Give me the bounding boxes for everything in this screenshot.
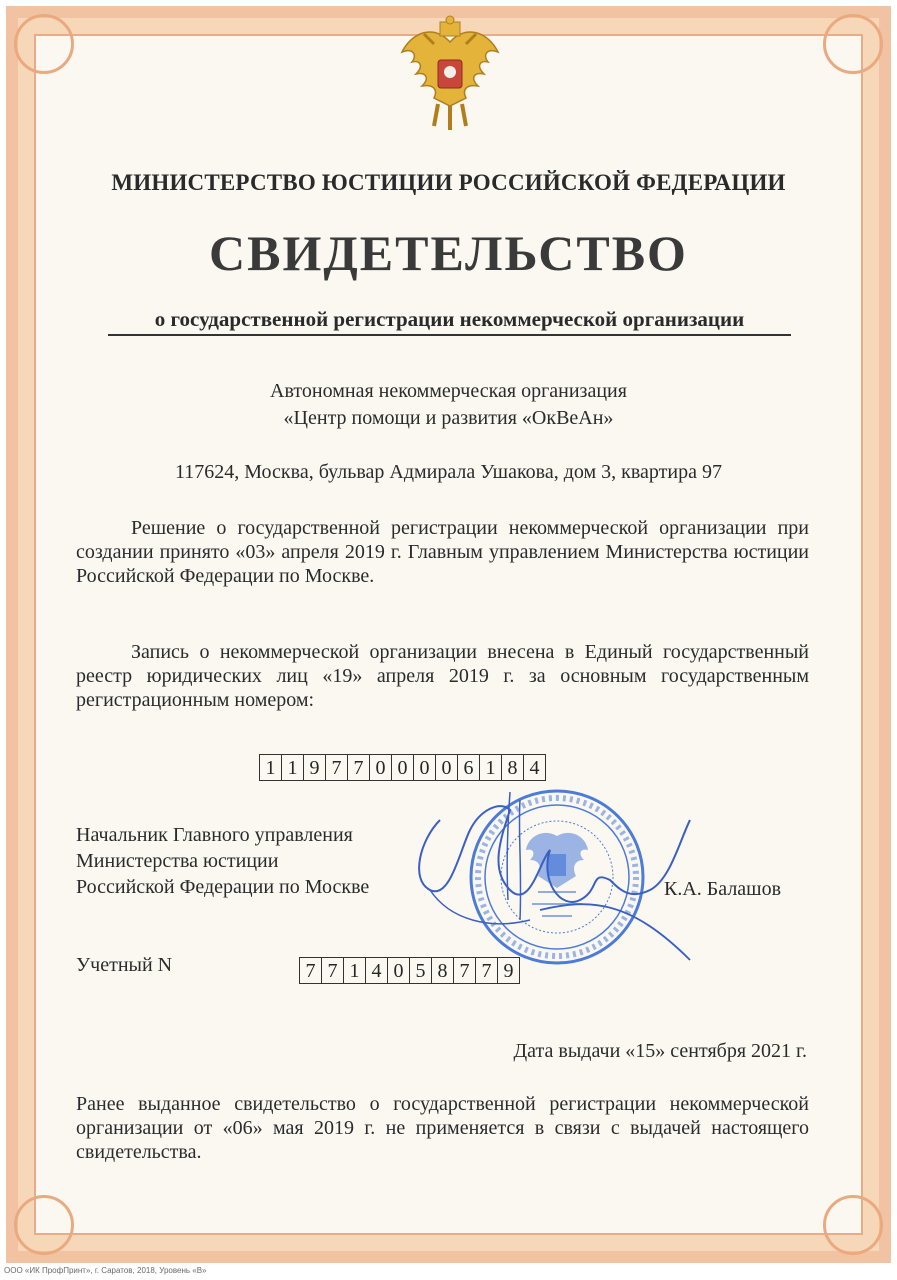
registration-decision-paragraph: Решение о государственной регистрации некоммерческой организации при создании принято «03» апреля 2019 г. Главным управлением Министерства юстиции Российской Федерации по Москве.	[76, 517, 809, 587]
ogrn-digit: 1	[259, 754, 282, 781]
account-digit: 7	[321, 957, 344, 984]
ministry-heading: МИНИСТЕРСТВО ЮСТИЦИИ РОССИЙСКОЙ ФЕДЕРАЦИИ	[111, 170, 786, 195]
register-entry-paragraph: Запись о некоммерческой организации внесена в Единый государственный реестр юридических лиц «19» апреля 2019 г. за основным государственным регистрационным номером:	[76, 641, 809, 711]
corner-ornament-icon	[823, 1195, 883, 1255]
organization-address: 117624, Москва, бульвар Адмирала Ушакова, дом 3, квартира 97	[175, 461, 722, 483]
account-digit: 1	[343, 957, 366, 984]
account-digit: 7	[453, 957, 476, 984]
account-number-boxes	[300, 957, 520, 984]
russian-coat-of-arms-icon	[394, 14, 506, 132]
account-digit: 9	[497, 957, 520, 984]
ogrn-digit: 7	[325, 754, 348, 781]
signatory-line-1: Начальник Главного управления	[76, 824, 353, 846]
signatory-name: К.А. Балашов	[664, 878, 782, 900]
signatory-line-3: Российской Федерации по Москве	[76, 876, 370, 898]
ogrn-digit: 9	[303, 754, 326, 781]
account-digit: 4	[365, 957, 388, 984]
account-digit: 8	[431, 957, 454, 984]
ogrn-digit: 1	[479, 754, 502, 781]
ogrn-digit: 4	[523, 754, 546, 781]
corner-ornament-icon	[14, 14, 74, 74]
signatory-title	[76, 822, 369, 900]
ogrn-digit: 0	[435, 754, 458, 781]
corner-ornament-icon	[14, 1195, 74, 1255]
organization-name: «Центр помощи и развития «ОкВеАн»	[283, 407, 614, 429]
printer-footer: ООО «ИК ПрофПринт», г. Саратов, 2018, Уровень «В»	[4, 1266, 207, 1275]
issue-date: Дата выдачи «15» сентября 2021 г.	[513, 1040, 807, 1062]
ogrn-number-boxes	[260, 754, 546, 781]
account-digit: 7	[299, 957, 322, 984]
certificate-subtitle: о государственной регистрации некоммерческой организации	[108, 307, 791, 336]
ogrn-digit: 6	[457, 754, 480, 781]
previous-certificate-note: Ранее выданное свидетельство о государственной регистрации некоммерческой организации от «06» мая 2019 г. не применяется в связи с выдачей настоящего свидетельства.	[76, 1093, 809, 1163]
account-digit: 0	[387, 957, 410, 984]
signatory-line-2: Министерства юстиции	[76, 850, 279, 872]
ogrn-digit: 1	[281, 754, 304, 781]
ogrn-digit: 7	[347, 754, 370, 781]
ogrn-digit: 0	[391, 754, 414, 781]
organization-type: Автономная некоммерческая организация	[270, 380, 627, 402]
account-digit: 5	[409, 957, 432, 984]
account-number-label: Учетный N	[76, 954, 173, 976]
ogrn-digit: 8	[501, 754, 524, 781]
handwritten-signature	[390, 780, 700, 980]
account-digit: 7	[475, 957, 498, 984]
ogrn-digit: 0	[413, 754, 436, 781]
certificate-title: СВИДЕТЕЛЬСТВО	[209, 225, 688, 281]
corner-ornament-icon	[823, 14, 883, 74]
ogrn-digit: 0	[369, 754, 392, 781]
